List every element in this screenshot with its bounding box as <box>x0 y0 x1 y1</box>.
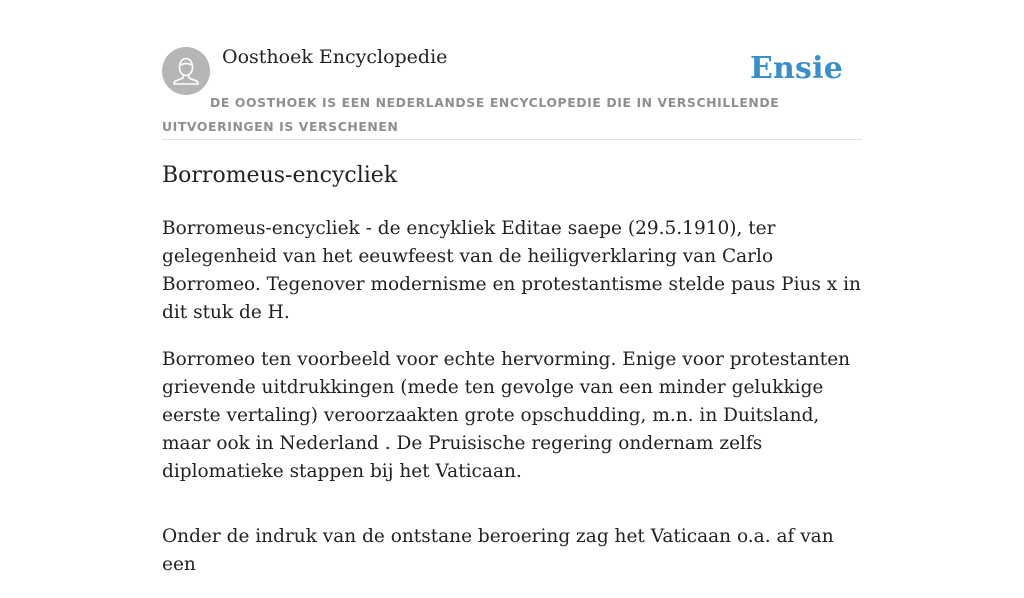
site-header <box>162 0 862 140</box>
article-paragraph-2: Borromeo ten voorbeeld voor echte hervorming. Enige voor protestanten grievende uitdrukkingen (mede ten gevolge van een minder gelukkige eerste vertaling) veroorzaakten grote opschudding, m.n. in Duitsland, maar ook in Nederland . De Pruisische regering ondernam zelfs diplomatieke stappen bij het Vaticaan. <box>162 349 851 482</box>
article-body <box>162 215 862 598</box>
brand-logo[interactable]: Ensie <box>749 51 843 86</box>
site-tagline: DE OOSTHOEK IS EEN NEDERLANDSE ENCYCLOPEDIE DIE IN VERSCHILLENDE UITVOERINGEN IS VERSCHENEN <box>162 95 780 134</box>
user-silhouette-icon[interactable] <box>162 47 210 95</box>
article-paragraph-3: Onder de indruk van de ontstane beroering zag het Vaticaan o.a. af van een <box>162 526 834 575</box>
page <box>162 0 862 575</box>
article-paragraph-1: Borromeus-encycliek - de encykliek Editae saepe (29.5.1910), ter gelegenheid van het eeuwfeest van de heiligverklaring van Carlo Borromeo. Tegenover modernisme en protestantisme stelde paus Pius x in dit stuk de H. <box>162 218 861 323</box>
article-title: Borromeus-encycliek <box>162 163 398 188</box>
site-name[interactable]: Oosthoek Encyclopedie <box>222 46 448 68</box>
